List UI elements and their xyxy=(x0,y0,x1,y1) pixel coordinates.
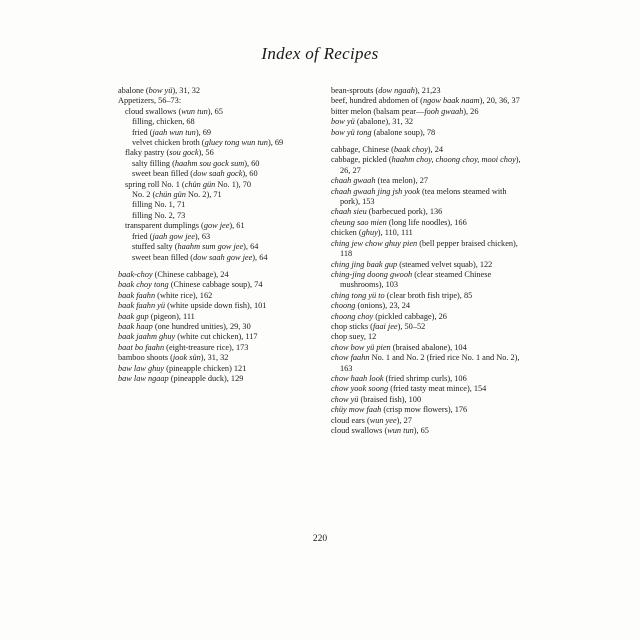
index-entry: bitter melon (balsam pear—fooh gwaah), 26 xyxy=(331,106,479,116)
index-entry: sweet bean filled (dow saah gow jee), 64 xyxy=(132,252,268,262)
index-entry: stuffed salty (haahm sum gow jee), 64 xyxy=(132,242,259,252)
index-entry: baw law ghuy (pineapple chicken) 121 xyxy=(118,363,247,373)
index-entry: cabbage, pickled (haahm choy, choong choy, mooi choy), 26, 27 xyxy=(331,155,521,175)
index-entry: chow bow yü pien (braised abalone), 104 xyxy=(331,342,467,352)
index-entry: baak jaahm ghuy (white cut chicken), 117 xyxy=(118,332,258,342)
index-entry: beef, hundred abdomen of (ngow baak naam), 20, 36, 37 xyxy=(331,96,520,106)
index-entry: cloud ears (wun yee), 27 xyxy=(331,415,412,425)
index-entry: chow haah look (fried shrimp curls), 106 xyxy=(331,373,467,383)
entry-group-separator xyxy=(118,263,309,270)
index-entry: spring roll No. 1 (chün gün No. 1), 70 xyxy=(125,179,252,189)
index-entry: salty filling (haahm sou gock sum), 60 xyxy=(132,158,260,168)
index-entry: chop suey, 12 xyxy=(331,332,377,342)
index-entry: bean-sprouts (dow ngaah), 21,23 xyxy=(331,86,441,95)
index-entry: chaah gwaah (tea melon), 27 xyxy=(331,176,429,186)
index-entry: No. 2 (chün gün No. 2), 71 xyxy=(132,190,222,200)
index-entry: abalone (bow yü), 31, 32 xyxy=(118,86,201,95)
index-entry: sweet bean filled (dow saah gock), 60 xyxy=(132,169,258,179)
index-entry: baak-choy (Chinese cabbage), 24 xyxy=(118,269,229,279)
index-entry: chow yü (braised fish), 100 xyxy=(331,394,422,404)
index-entry: choong (onions), 23, 24 xyxy=(331,301,411,311)
index-columns xyxy=(0,86,640,436)
index-entry: chaah sieu (barbecued pork), 136 xyxy=(331,207,443,217)
index-entry: baak haap (one hundred unities), 29, 30 xyxy=(118,321,251,331)
index-entry: chow yook soong (fried tasty meat mince), 154 xyxy=(331,384,487,394)
index-entry: baak faahn yü (white upside down fish), 101 xyxy=(118,301,267,311)
index-entry: bow yü (abalone), 31, 32 xyxy=(331,117,414,127)
index-entry: baak choy tong (Chinese cabbage soup), 74 xyxy=(118,280,263,290)
index-entry: fried (jaah wun tun), 69 xyxy=(132,127,212,137)
index-entry: bamboo shoots (jook sün), 31, 32 xyxy=(118,353,229,363)
entry-group-separator xyxy=(331,138,522,145)
index-entry: ching tong yü to (clear broth fish tripe), 85 xyxy=(331,290,473,300)
index-entry: cloud swallows (wun tun), 65 xyxy=(125,106,223,116)
index-entry: baw law ngaap (pineapple duck), 129 xyxy=(118,373,244,383)
index-entry: ching jew chow ghuy pien (bell pepper braised chicken), 118 xyxy=(331,238,518,259)
right-column xyxy=(331,86,522,436)
index-entry: transparent dumplings (gow jee), 61 xyxy=(125,221,245,231)
index-entry: ching-jing doong gwooh (clear steamed Chinese mushrooms), 103 xyxy=(331,269,492,290)
index-entry: Appetizers, 56–73: xyxy=(118,96,182,106)
index-entry: filling No. 1, 71 xyxy=(132,200,186,210)
index-entry: filling No. 2, 73 xyxy=(132,210,186,220)
index-entry: cheung sao mien (long life noodles), 166 xyxy=(331,217,467,227)
index-entry: ching jing baak gup (steamed velvet squab), 122 xyxy=(331,259,493,269)
index-entry: flaky pastry (sou gock), 56 xyxy=(125,148,214,158)
index-entry: chow faahn No. 1 and No. 2 (fried rice No. 1 and No. 2), 163 xyxy=(331,353,520,373)
index-entry: baak gup (pigeon), 111 xyxy=(118,311,195,321)
index-entry: chüy mow faah (crisp mow flowers), 176 xyxy=(331,405,468,415)
index-entry: choong choy (pickled cabbage), 26 xyxy=(331,311,447,321)
index-entry: chaah gwaah jing jsh yook (tea melons steamed with pork), 153 xyxy=(331,186,507,207)
page-number: 220 xyxy=(312,534,328,544)
index-entry: filling, chicken, 68 xyxy=(132,117,195,127)
left-column xyxy=(118,86,309,436)
page-title: Index of Recipes xyxy=(261,44,379,63)
index-entry: cloud swallows (wun tun), 65 xyxy=(331,426,429,435)
index-entry: bow yü tong (abalone soup), 78 xyxy=(331,127,436,137)
index-entry: baak faahn (white rice), 162 xyxy=(118,290,213,300)
index-entry: chop sticks (faai jee), 50–52 xyxy=(331,321,426,331)
index-entry: chicken (ghuy), 110, 111 xyxy=(331,228,413,238)
index-entry: baat bo faahn (eight-treasure rice), 173 xyxy=(118,342,249,352)
index-entry: velvet chicken broth (gluey tong wun tun), 69 xyxy=(132,138,284,148)
index-entry: fried (jaah gow jee), 63 xyxy=(132,231,211,241)
index-entry: cabbage, Chinese (baak choy), 24 xyxy=(331,145,443,155)
